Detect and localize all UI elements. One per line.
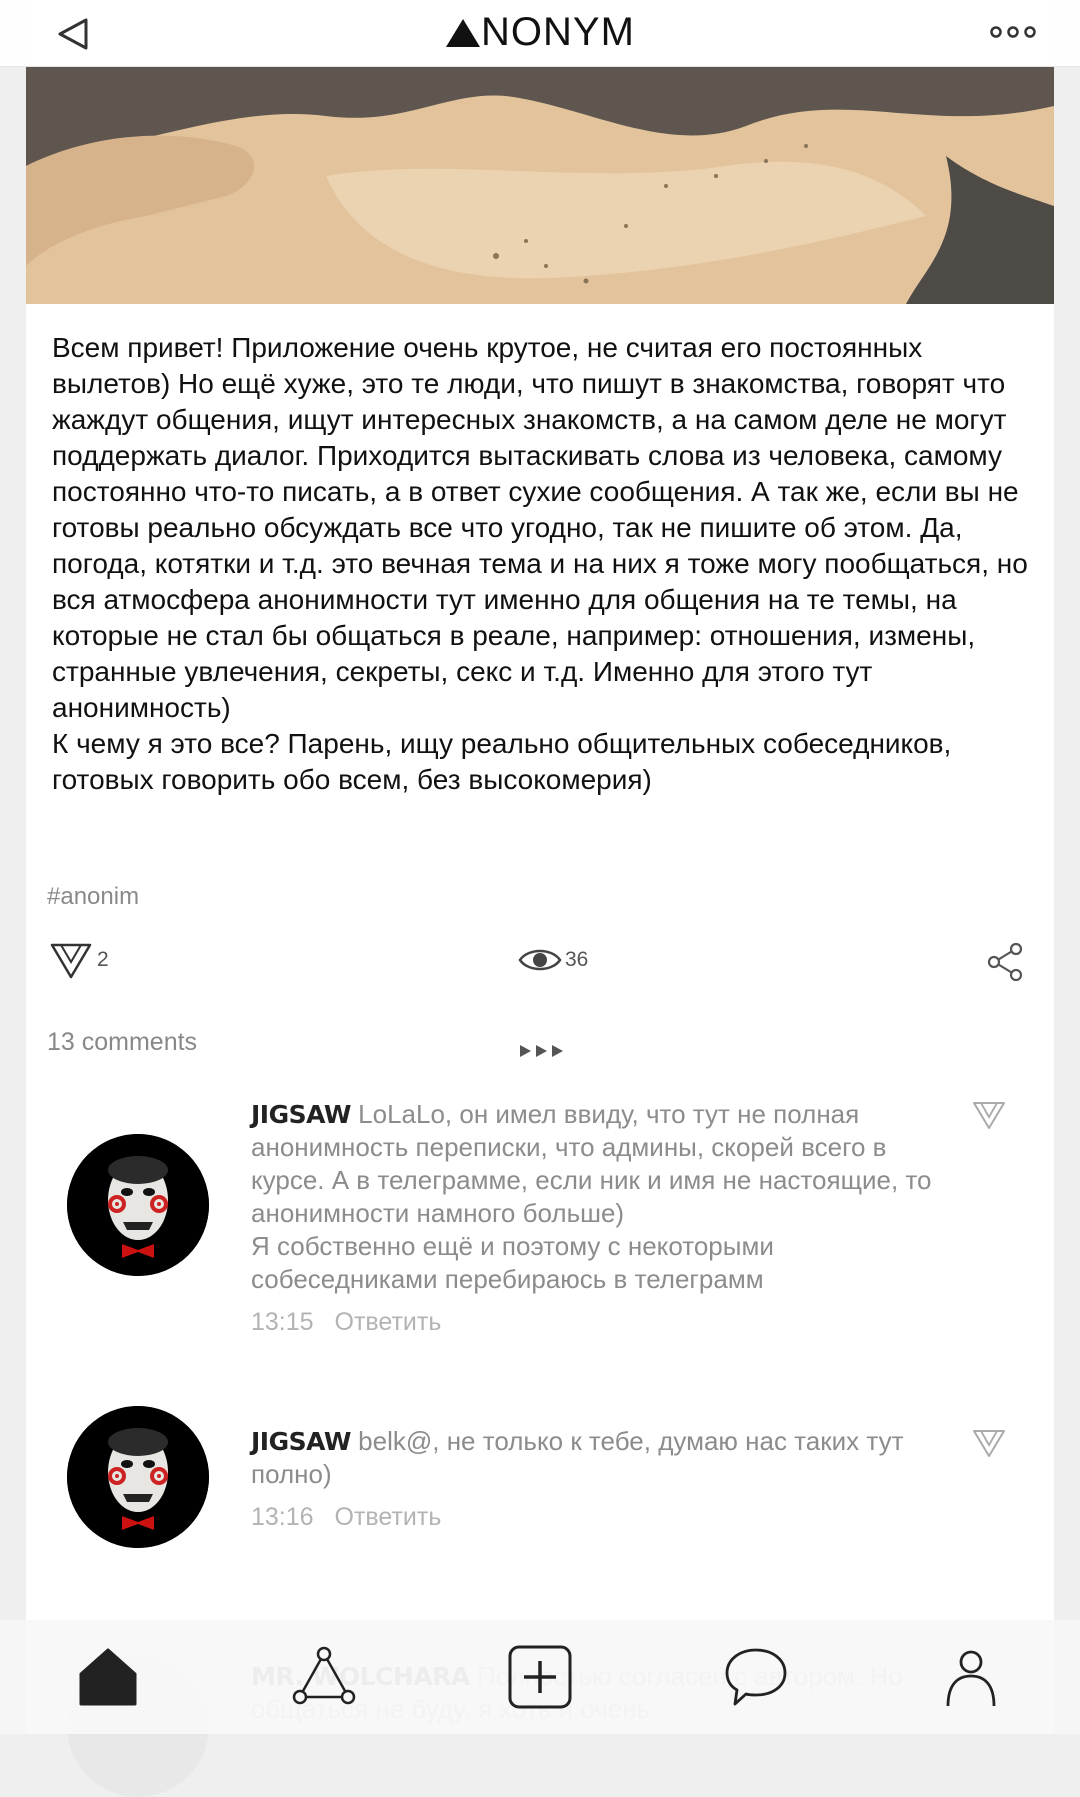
views-eye-icon <box>518 944 562 976</box>
more-dots-icon[interactable] <box>986 20 1040 44</box>
comment-like-icon[interactable] <box>972 1428 1006 1458</box>
post-hashtag[interactable]: #anonim <box>47 883 140 910</box>
home-icon[interactable] <box>75 1644 141 1710</box>
bottom-nav <box>0 1620 1080 1734</box>
network-icon[interactable] <box>291 1644 357 1710</box>
comment-text <box>251 1098 941 1296</box>
post-image <box>26 66 1054 304</box>
reply-button[interactable]: Ответить <box>334 1503 442 1531</box>
app-logo <box>0 10 1080 55</box>
comments-count: 13 comments <box>47 1028 198 1056</box>
comment-text <box>251 1425 941 1491</box>
avatar[interactable] <box>67 1406 209 1548</box>
comment-time: 13:16 <box>251 1503 314 1531</box>
top-bar <box>0 0 1080 67</box>
post-body: Всем привет! Приложение очень крутое, не считая его постоянных вылетов) Но ещё хуже, это те люди, что пишут в знакомства, говорят что жаждут общения, ищут интересных знакомств, а на самом деле не могут поддержать диалог. Приходится вытаскивать слова из человека, самому постоянно что-то писать, а в ответ сухие сообщения. А так же, если вы не готовы реально обсуждать все что угодно, так не пишите об этом. Да, погода, котятки и т.д. это вечная тема и на них я тоже могу пообщаться, но вся атмосфера анонимности тут именно для общения на те темы, на которые не стал бы общаться в реале, например: отношения, измены, странные увлечения, секреты, секс и т.д. Именно для этого тут анонимность) К чему я это все? Парень, ищу реально общительных собеседников, готовых говорить обо всем, без высокомерия) <box>52 332 1028 795</box>
comment-author[interactable]: JIGSAW <box>251 1100 351 1129</box>
reply-button[interactable]: Ответить <box>334 1308 442 1336</box>
share-icon[interactable] <box>986 942 1024 982</box>
like-count: 2 <box>97 948 109 971</box>
logo-text: NONYM <box>481 10 635 54</box>
profile-icon[interactable] <box>938 1644 1004 1710</box>
logo-triangle-icon <box>445 18 481 48</box>
comment-body: belk@, не только к тебе, думаю нас таких тут полно) <box>251 1426 904 1489</box>
comment-author[interactable]: JIGSAW <box>251 1427 351 1456</box>
like-triangle-icon[interactable] <box>50 942 92 980</box>
chat-icon[interactable] <box>723 1644 789 1710</box>
comment-like-icon[interactable] <box>972 1100 1006 1130</box>
comment-meta <box>251 1308 441 1337</box>
comment-body: LoLaLo, он имел ввиду, что тут не полная анонимность переписки, что админы, скорей всего в курсе. А в телеграмме, если ник и имя не настоящие, то анонимности намного больше) Я собственно ещё и поэтому с некоторыми собеседниками перебираюсь в телеграмм <box>251 1099 932 1294</box>
post-stats <box>0 930 1080 990</box>
comment-meta <box>251 1503 441 1532</box>
avatar[interactable] <box>67 1134 209 1276</box>
add-post-icon[interactable] <box>507 1644 573 1710</box>
comment-time: 13:15 <box>251 1308 314 1336</box>
load-more-comments-icon[interactable] <box>518 1042 566 1060</box>
view-count: 36 <box>565 948 589 971</box>
